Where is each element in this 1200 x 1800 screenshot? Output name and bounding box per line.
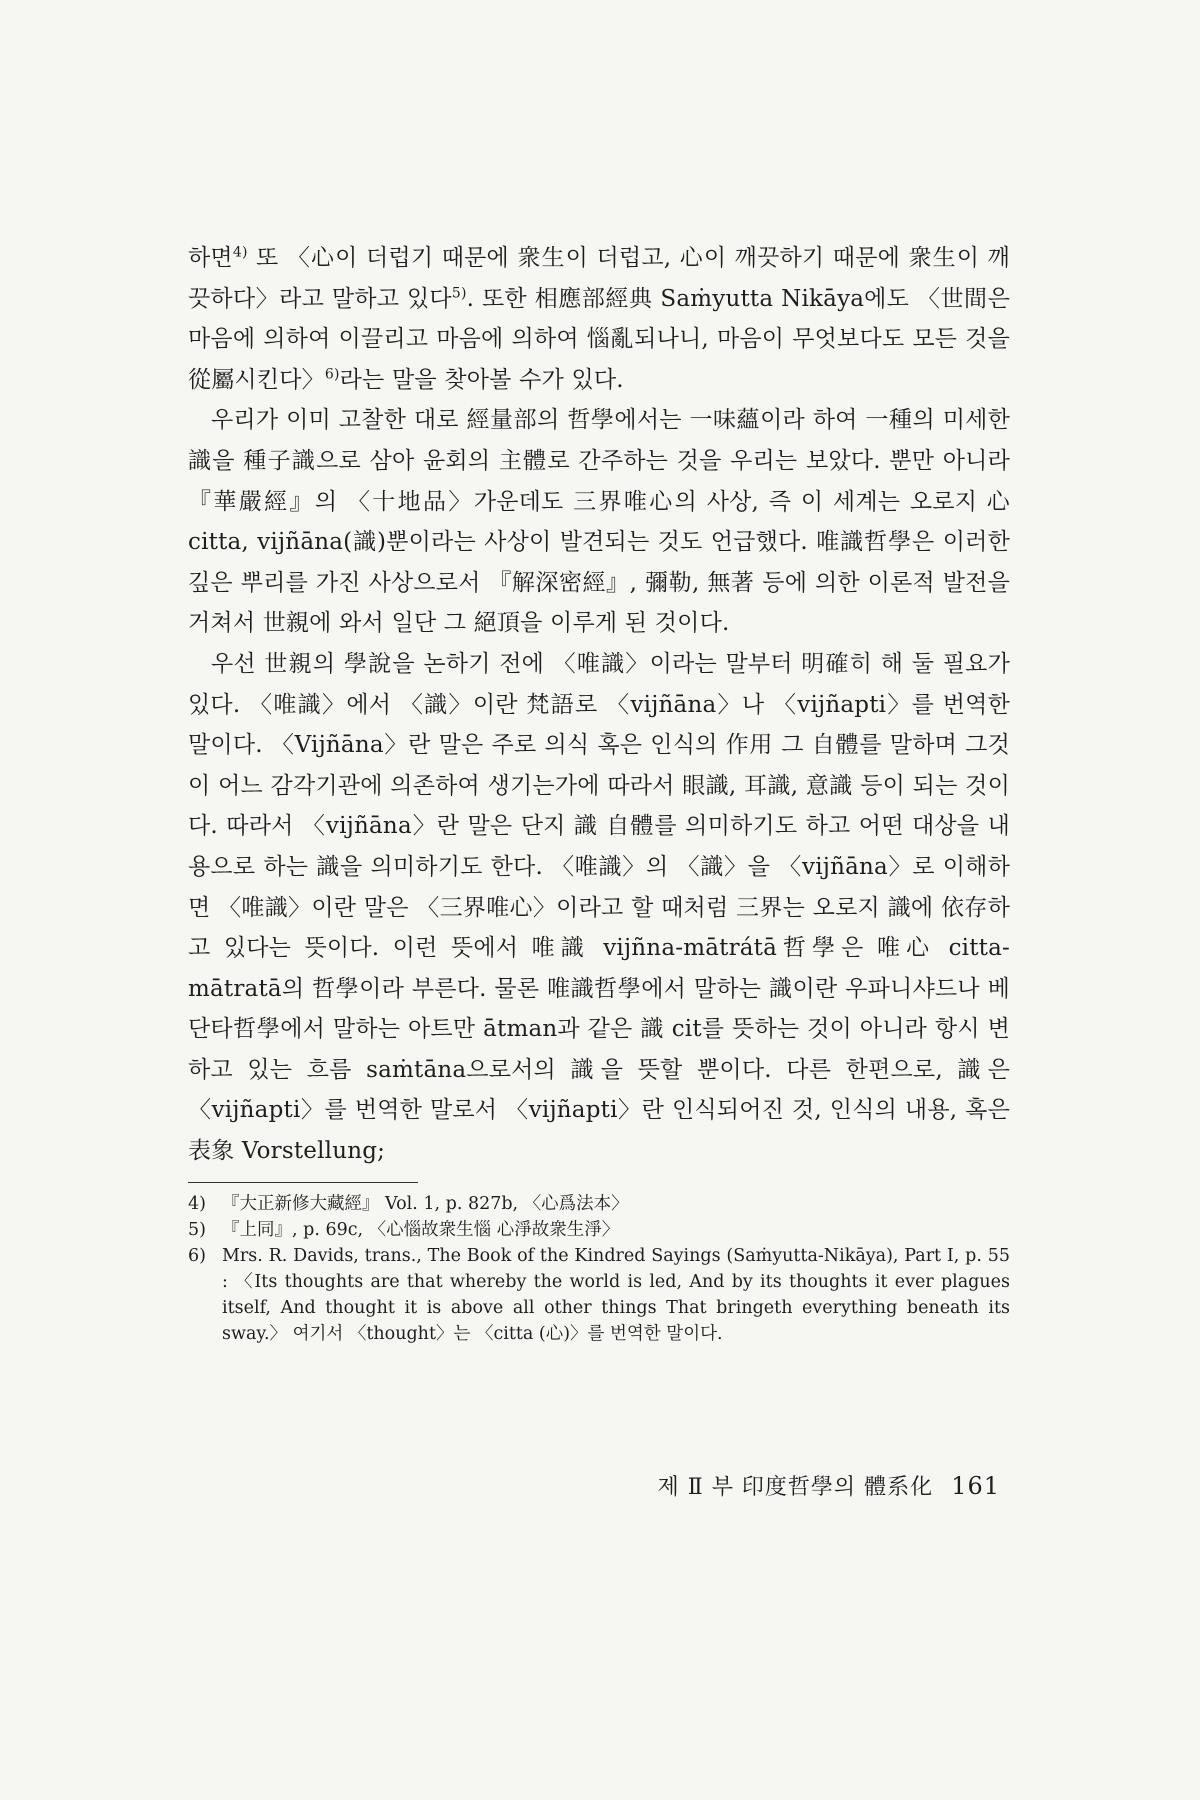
paragraph-1-end: 라는 말을 찾아볼 수가 있다. xyxy=(339,366,624,393)
footnote-ref-6[interactable]: 6) xyxy=(324,366,340,383)
paragraph-1-mid: 또 〈心이 더럽기 때문에 衆生이 더럽고, 心이 깨끗하기 때문에 衆生이 깨끗하다〉라고 말하고 있다 xyxy=(188,245,1010,312)
footnote-number: 5) xyxy=(188,1219,206,1240)
paragraph-1 xyxy=(188,238,1010,400)
footnote-4 xyxy=(188,1191,1010,1217)
paragraph-2: 우리가 이미 고찰한 대로 經量部의 哲學에서는 一味蘊이라 하여 一種의 미세한 識을 種子識으로 삼아 윤회의 主體로 간주하는 것을 우리는 보았다. 뿐만 아니라 『華嚴經』의 〈十地品〉가운데도 三界唯心의 사상, 즉 이 세계는 오로지 心 citta, vijñāna(識)뿐이라는 사상이 발견되는 것도 언급했다. 唯識哲學은 이러한 깊은 뿌리를 가진 사상으로서 『解深密經』, 彌勒, 無著 등에 의한 이론적 발전을 거쳐서 世親에 와서 일단 그 絕頂을 이루게 된 것이다. xyxy=(188,407,1010,637)
footnote-text: 『大正新修大藏經』 Vol. 1, p. 827b, 〈心爲法本〉 xyxy=(222,1193,629,1214)
footnotes xyxy=(188,1191,1010,1347)
paragraph-3: 우선 世親의 學說을 논하기 전에 〈唯識〉이라는 말부터 明確히 해 둘 필요가 있다. 〈唯識〉에서 〈識〉이란 梵語로 〈vijñāna〉나 〈vijñapti〉를 번역한 말이다. 〈Vijñāna〉란 말은 주로 의식 혹은 인식의 作用 그 自體를 말하며 그것이 어느 감각기관에 의존하여 생기는가에 따라서 眼識, 耳識, 意識 등이 되는 것이다. 따라서 〈vijñāna〉란 말은 단지 識 自體를 의미하기도 하고 어떤 대상을 내용으로 하는 識을 의미하기도 한다. 〈唯識〉의 〈識〉을 〈vijñāna〉로 이해하면 〈唯識〉이란 말은 〈三界唯心〉이라고 할 때처럼 三界는 오로지 識에 依存하고 있다는 뜻이다. 이런 뜻에서 唯識 vijñna-mātrátā哲學은 唯心 citta-mātratā의 哲學이라 부른다. 물론 唯識哲學에서 말하는 識이란 우파니샤드나 베단타哲學에서 말하는 아트만 ātman과 같은 識 cit를 뜻하는 것이 아니라 항시 변하고 있는 흐름 saṁtāna으로서의 識을 뜻할 뿐이다. 다른 한편으로, 識은 〈vijñapti〉를 번역한 말로서 〈vijñapti〉란 인식되어진 것, 인식의 내용, 혹은 表象 Vorstellung; xyxy=(188,650,1010,1165)
paragraph-1-mid2: . 또한 相應部經典 Saṁyutta Nikāya에도 〈世間은 마음에 의하여 이끌리고 마음에 의하여 惱亂되나니, 마음이 무엇보다도 모든 것을 從屬시킨다〉 xyxy=(188,285,1010,393)
footnote-ref-4[interactable]: 4) xyxy=(232,244,248,261)
paragraph-1-start: 하면 xyxy=(188,245,233,271)
footnote-text: Mrs. R. Davids, trans., The Book of the Kindred Sayings (Saṁyutta-Nikāya), Part I, p. 55 : 〈Its thoughts are that whereby the world is led, And by its thoughts it ever plagues itself, And thought it is above all other things That bringeth everything beneath its sway.〉 여기서 〈thought〉는 〈citta (心)〉를 번역한 말이다. xyxy=(222,1245,1010,1344)
section-title: 제 Ⅱ 부 印度哲學의 體系化 xyxy=(657,1475,934,1500)
footnote-divider xyxy=(188,1182,418,1183)
footnote-text: 『上同』, p. 69c, 〈心惱故衆生惱 心淨故衆生淨〉 xyxy=(222,1219,620,1240)
running-footer xyxy=(600,1470,1000,1501)
footnote-number: 4) xyxy=(188,1193,206,1214)
footnote-ref-5[interactable]: 5) xyxy=(451,284,467,301)
footnote-5 xyxy=(188,1217,1010,1243)
main-text xyxy=(188,238,1010,1172)
page-number: 161 xyxy=(951,1472,1000,1500)
page-body xyxy=(188,238,1010,1347)
footnote-6 xyxy=(188,1243,1010,1347)
footnote-number: 6) xyxy=(188,1245,206,1266)
